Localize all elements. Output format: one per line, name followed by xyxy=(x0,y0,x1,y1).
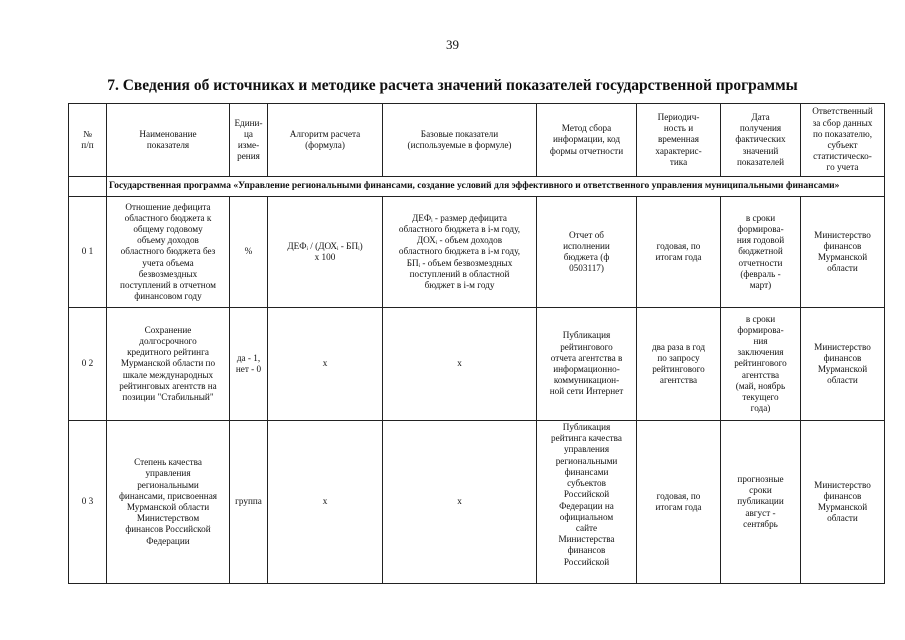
row-responsible: Министерство финансов Мурманской области xyxy=(801,308,885,421)
section-title: 7. Сведения об источниках и методике расчета значений показателей государственной программы xyxy=(107,77,798,94)
row-period: годовая, по итогам года xyxy=(637,197,721,308)
row-date: в сроки формирова- ния заключения рейтингового агентства (май, ноябрь текущего года) xyxy=(721,308,801,421)
row-method: Публикация рейтинга качества управления региональными финансами субъектов Российской Федерации на официальном сайте Министерства финансов Российской xyxy=(537,421,637,584)
section-label: Государственная программа «Управление региональными финансами, создание условий для эффективного и ответственного управления муниципальными финансами» xyxy=(107,177,885,197)
row-date: в сроки формирова- ния годовой бюджетной отчетности (февраль - март) xyxy=(721,197,801,308)
row-responsible: Министерство финансов Мурманской области xyxy=(801,421,885,584)
row-formula: х xyxy=(268,421,383,584)
row-base: х xyxy=(383,308,537,421)
header-unit: Едини- ца изме- рения xyxy=(230,104,268,177)
header-method: Метод сбора информации, код формы отчетности xyxy=(537,104,637,177)
row-responsible: Министерство финансов Мурманской области xyxy=(801,197,885,308)
row-base: х xyxy=(383,421,537,584)
row-num: 0 3 xyxy=(69,421,107,584)
row-unit: да - 1, нет - 0 xyxy=(230,308,268,421)
row-name: Степень качества управления региональными финансами, присвоенная Мурманской области Министерством финансов Российской Федерации xyxy=(107,421,230,584)
row-formula: х xyxy=(268,308,383,421)
row-base: ДЕФᵢ - размер дефицита областного бюджета в i-м году, ДОХᵢ - объем доходов областного бюджета в i-м году, БПᵢ - объем безвозмездных поступлений в областной бюджет в i-м году xyxy=(383,197,537,308)
section-empty-cell xyxy=(69,177,107,197)
section-row xyxy=(69,177,885,197)
row-period: годовая, по итогам года xyxy=(637,421,721,584)
row-method: Отчет об исполнении бюджета (ф 0503117) xyxy=(537,197,637,308)
header-num: № п/п xyxy=(69,104,107,177)
row-unit: группа xyxy=(230,421,268,584)
header-base: Базовые показатели (используемые в формуле) xyxy=(383,104,537,177)
row-name: Сохранение долгосрочного кредитного рейтинга Мурманской области по шкале международных рейтинговых агентств на позиции "Стабильный" xyxy=(107,308,230,421)
row-method: Публикация рейтингового отчета агентства в информационно- коммуникацион- ной сети Интернет xyxy=(537,308,637,421)
header-date: Дата получения фактических значений показателей xyxy=(721,104,801,177)
table-row xyxy=(69,308,885,421)
header-formula: Алгоритм расчета (формула) xyxy=(268,104,383,177)
table-row xyxy=(69,197,885,308)
header-period: Периодич- ность и временная характерис- тика xyxy=(637,104,721,177)
table-row xyxy=(69,421,885,584)
row-unit: % xyxy=(230,197,268,308)
table-header-row xyxy=(69,104,885,177)
row-period: два раза в год по запросу рейтингового агентства xyxy=(637,308,721,421)
page-number: 39 xyxy=(446,37,459,52)
header-name: Наименование показателя xyxy=(107,104,230,177)
row-num: 0 2 xyxy=(69,308,107,421)
indicators-table xyxy=(68,103,885,584)
row-num: 0 1 xyxy=(69,197,107,308)
row-date: прогнозные сроки публикации август - сентябрь xyxy=(721,421,801,584)
header-responsible: Ответственный за сбор данных по показателю, субъект статистическо- го учета xyxy=(801,104,885,177)
row-formula: ДЕФᵢ / (ДОХᵢ - БПᵢ) х 100 xyxy=(268,197,383,308)
row-name: Отношение дефицита областного бюджета к общему годовому объему доходов областного бюджета без учета объема безвозмездных поступлений в отчетном финансовом году xyxy=(107,197,230,308)
